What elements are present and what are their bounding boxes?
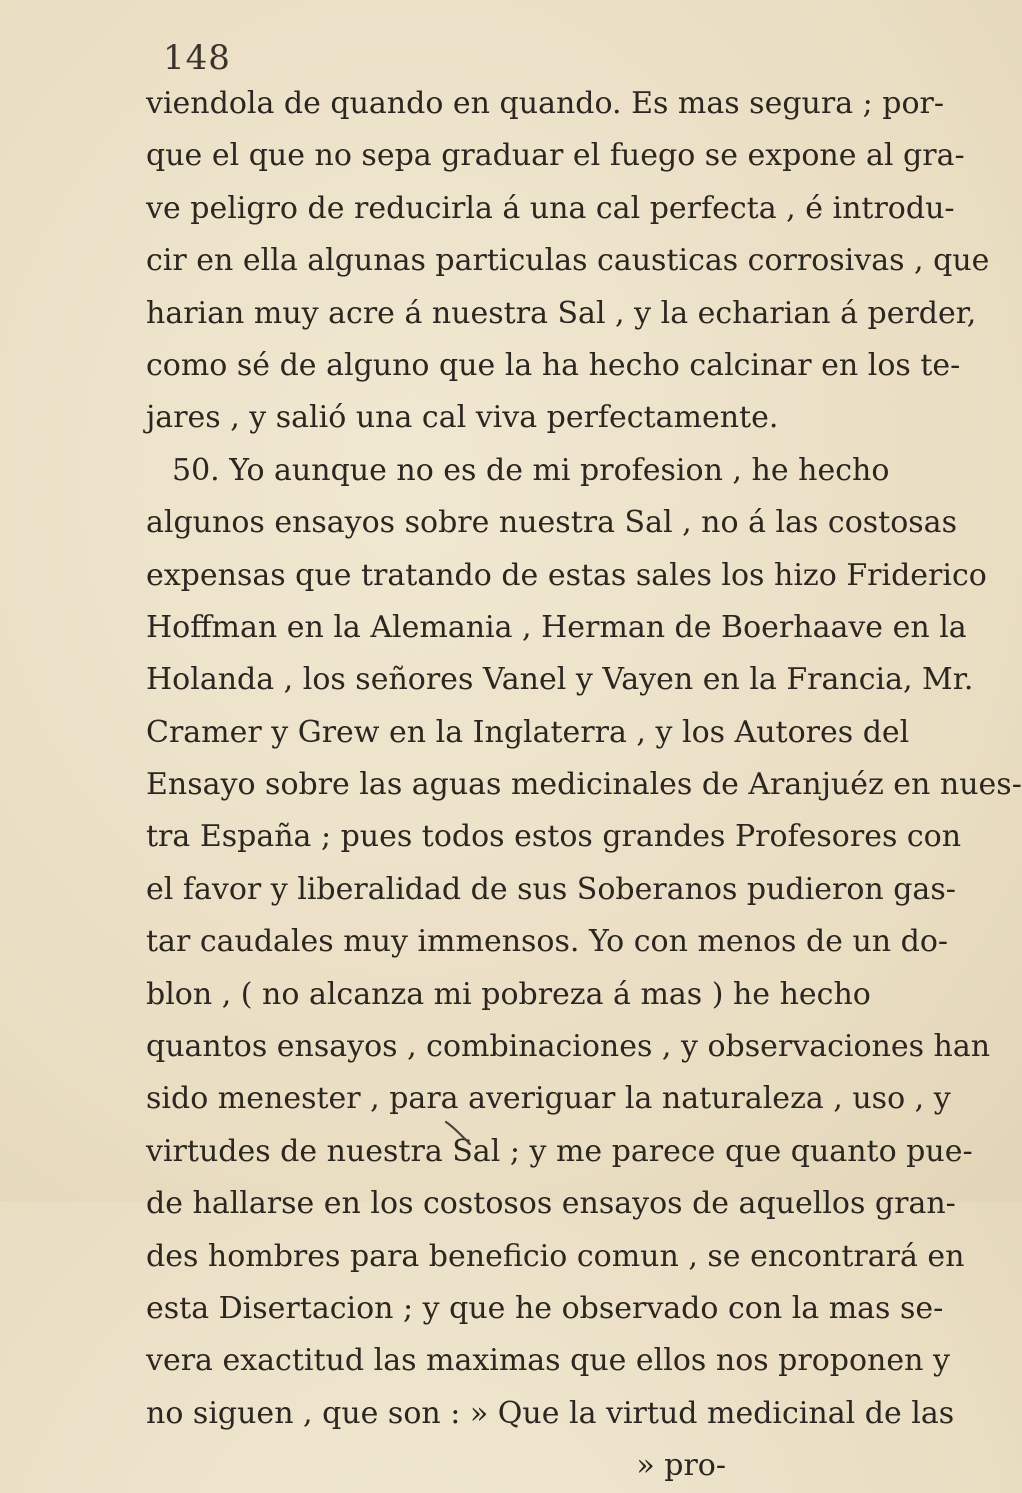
- text-line: Ensayo sobre las aguas medicinales de Aranjuéz en nues-: [146, 767, 1022, 803]
- text-line: expensas que tratando de estas sales los hizo Friderico: [146, 557, 987, 593]
- text-line: tra España ; pues todos estos grandes Profesores con: [146, 819, 962, 855]
- text-line: quantos ensayos , combinaciones , y observaciones han: [146, 1029, 991, 1065]
- text-line: cir en ella algunas particulas causticas corrosivas , que: [146, 243, 990, 279]
- text-line: Holanda , los señores Vanel y Vayen en la Francia, Mr.: [146, 662, 974, 698]
- text-line: des hombres para beneficio comun , se encontrará en: [146, 1238, 965, 1274]
- text-line: Hoffman en la Alemania , Herman de Boerhaave en la: [146, 609, 967, 645]
- text-line: que el que no sepa graduar el fuego se expone al gra-: [146, 138, 965, 174]
- text-line: vera exactitud las maximas que ellos nos proponen y: [146, 1343, 950, 1379]
- body-text: [146, 78, 1022, 1493]
- text-line: de hallarse en los costosos ensayos de aquellos gran-: [146, 1186, 956, 1222]
- text-line: sido menester , para averiguar la naturaleza , uso , y: [146, 1081, 951, 1117]
- text-line: algunos ensayos sobre nuestra Sal , no á las costosas: [146, 505, 957, 541]
- text-line: el favor y liberalidad de sus Soberanos pudieron gas-: [146, 871, 956, 907]
- text-line: blon , ( no alcanza mi pobreza á mas ) he hecho: [146, 976, 871, 1012]
- text-line: Cramer y Grew en la Inglaterra , y los Autores del: [146, 714, 910, 750]
- text-line: jares , y salió una cal viva perfectamente.: [146, 400, 779, 436]
- text-line: esta Disertacion ; y que he observado con la mas se-: [146, 1290, 944, 1326]
- text-line: viendola de quando en quando. Es mas segura ; por-: [146, 86, 945, 121]
- text-line: ve peligro de reducirla á una cal perfecta , é introdu-: [146, 190, 955, 226]
- ink-mark: [444, 1118, 474, 1148]
- text-line: tar caudales muy immensos. Yo con menos de un do-: [146, 924, 949, 960]
- paragraph-start-line: 50. Yo aunque no es de mi profesion , he hecho: [172, 452, 890, 488]
- text-line: virtudes de nuestra Sal ; y me parece que quanto pue-: [146, 1133, 973, 1169]
- page-number: 148: [163, 38, 231, 78]
- catchword: » pro-: [636, 1448, 726, 1484]
- text-line: como sé de alguno que la ha hecho calcinar en los te-: [146, 347, 961, 383]
- text-line: no siguen , que son : » Que la virtud medicinal de las: [146, 1395, 955, 1431]
- text-line: harian muy acre á nuestra Sal , y la echarian á perder,: [146, 295, 977, 331]
